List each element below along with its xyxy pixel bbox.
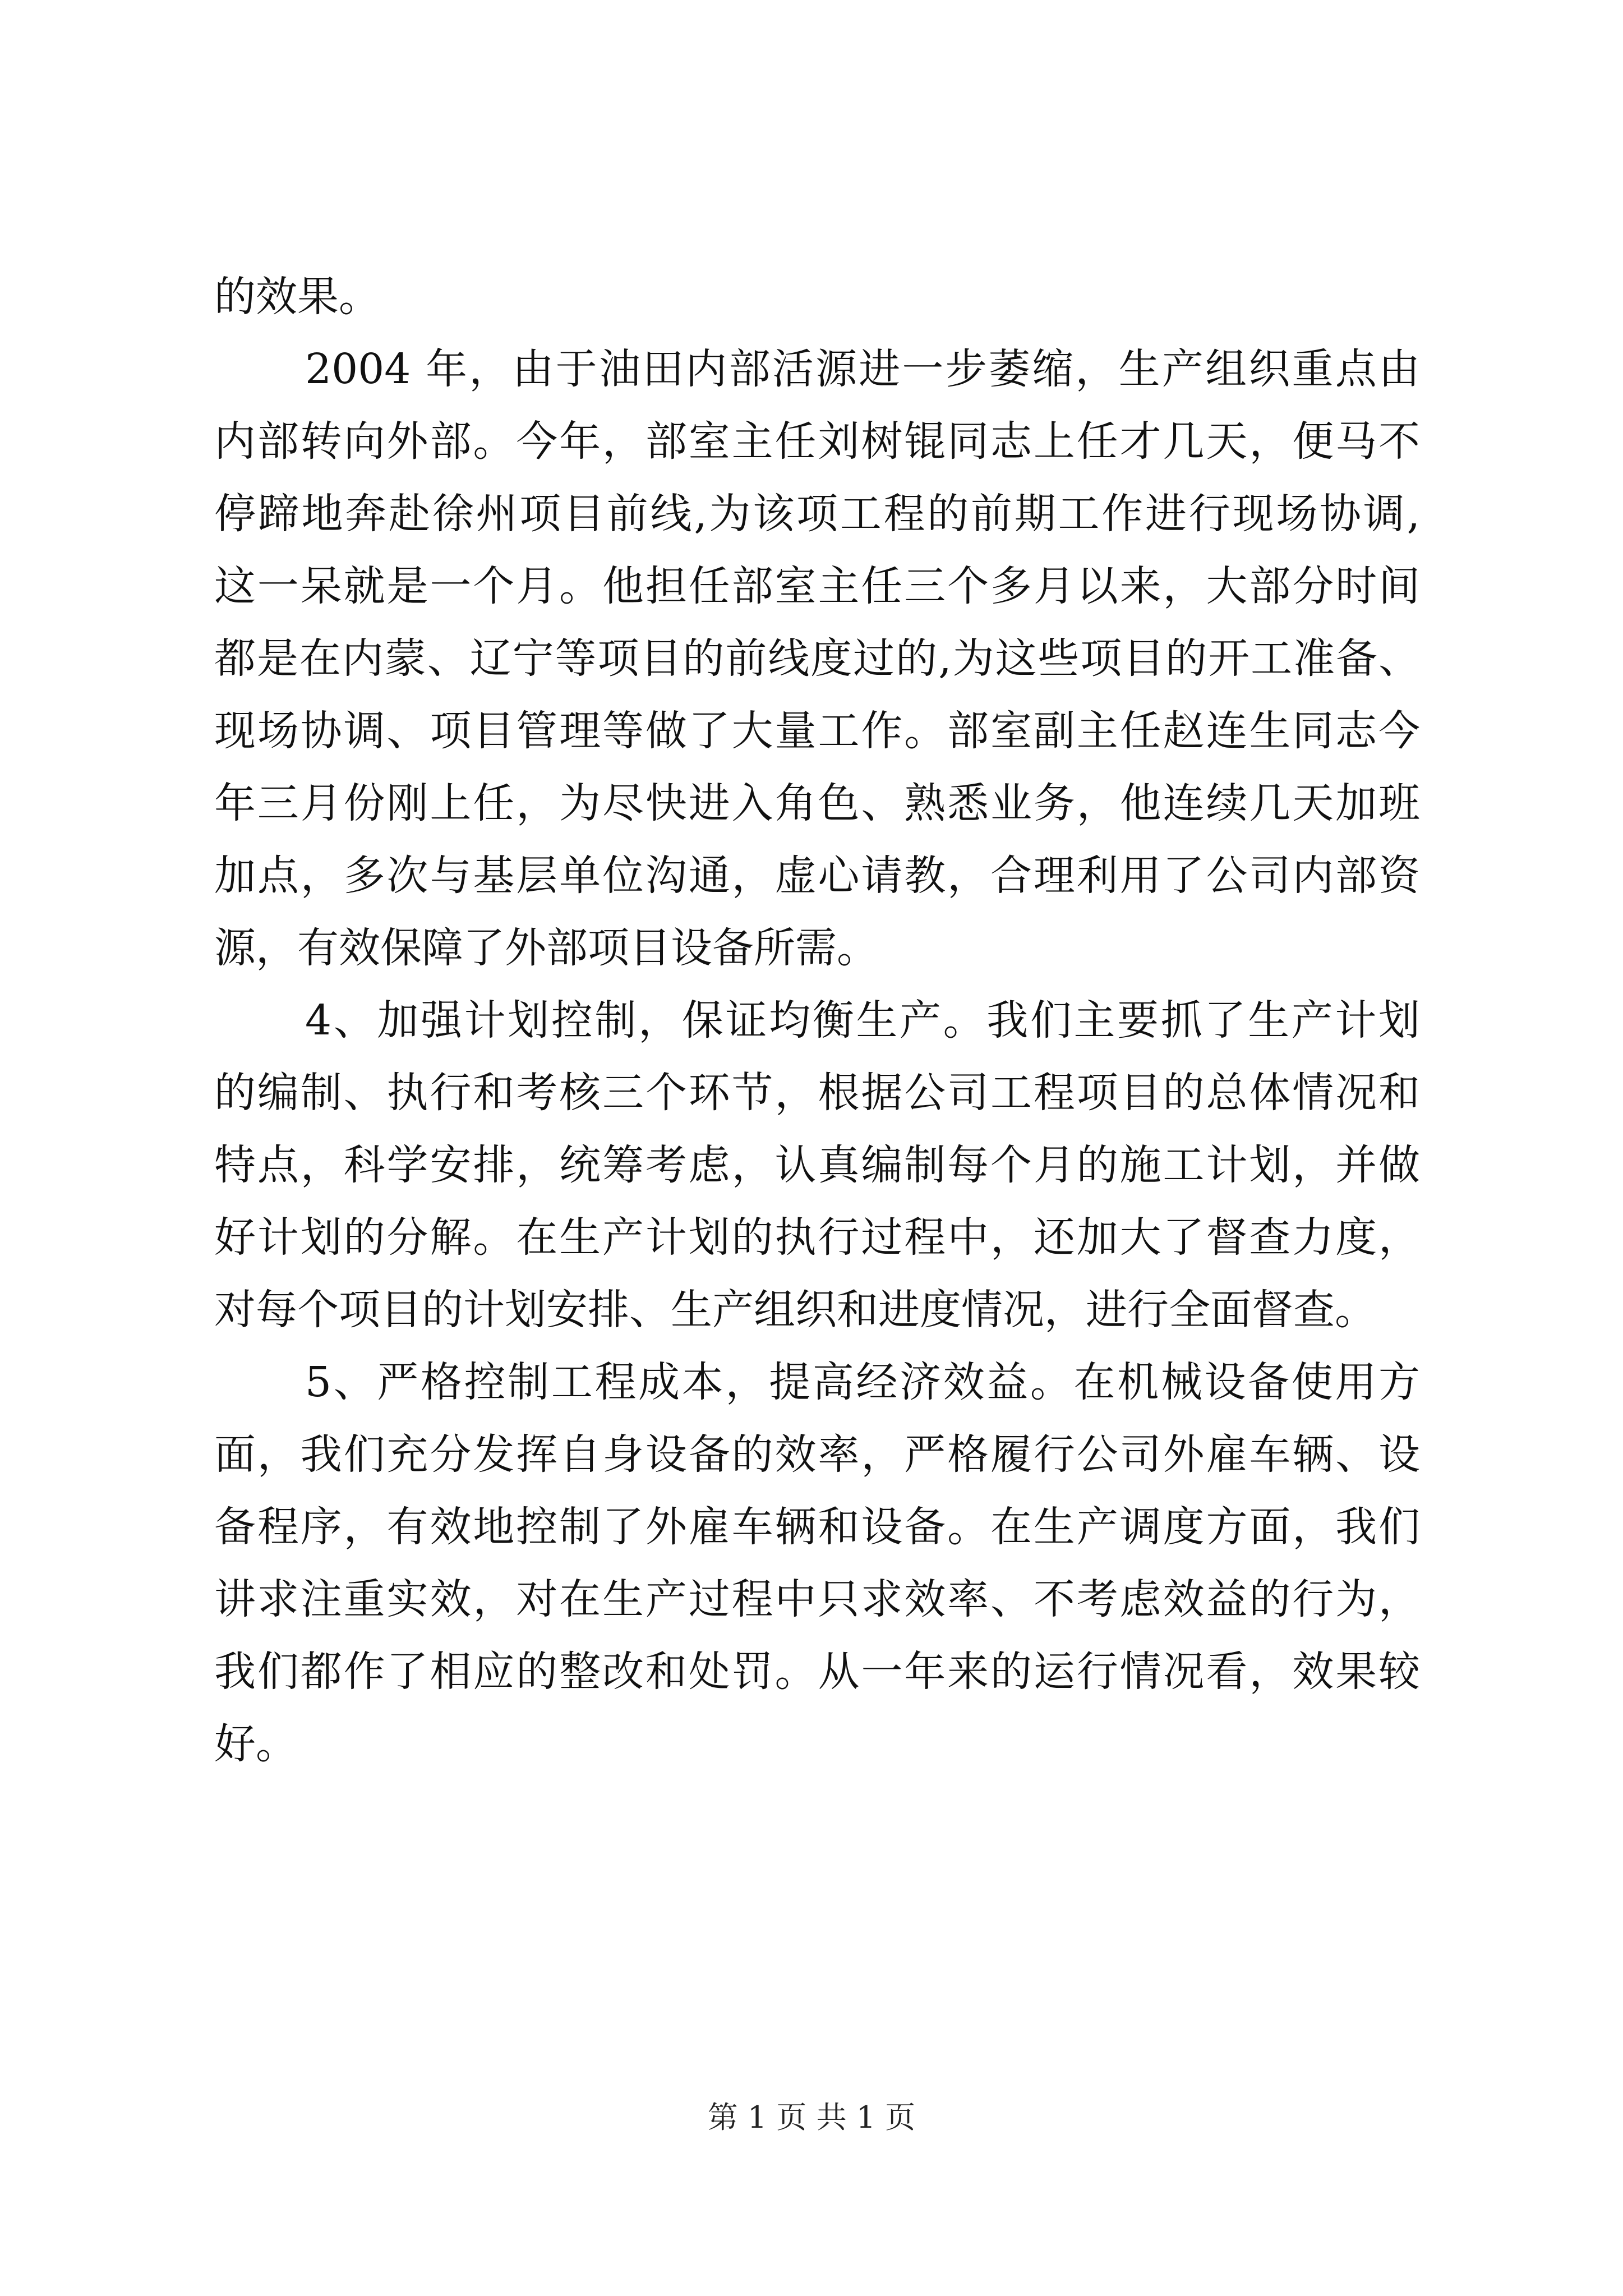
text-line: 讲求注重实效，对在生产过程中只求效率、不考虑效益的行为， <box>214 1575 1420 1623</box>
paragraph-first-line: 2004 年，由于油田内部活源进一步萎缩，生产组织重点由 <box>305 345 1420 393</box>
paragraph-first-line: 5、严格控制工程成本，提高经济效益。在机械设备使用方 <box>305 1358 1420 1406</box>
text-line: 的编制、执行和考核三个环节，根据公司工程项目的总体情况和 <box>214 1069 1420 1117</box>
text-line: 特点，科学安排，统筹考虑，认真编制每个月的施工计划，并做 <box>214 1141 1420 1189</box>
text-line: 面，我们充分发挥自身设备的效率，严格履行公司外雇车辆、设 <box>214 1430 1420 1479</box>
text-line: 的效果。 <box>214 273 380 321</box>
text-line: 我们都作了相应的整改和处罚。从一年来的运行情况看，效果较 <box>214 1648 1420 1696</box>
page-footer <box>0 2098 1623 2137</box>
text-line: 现场协调、项目管理等做了大量工作。部室副主任赵连生同志今 <box>214 707 1420 755</box>
text-line: 源，有效保障了外部项目设备所需。 <box>214 924 878 972</box>
text-line: 停蹄地奔赴徐州项目前线,为该项工程的前期工作进行现场协调, <box>214 490 1420 538</box>
text-line: 对每个项目的计划安排、生产组织和进度情况，进行全面督查。 <box>214 1286 1376 1334</box>
text-line: 好计划的分解。在生产计划的执行过程中，还加大了督查力度， <box>214 1213 1420 1262</box>
text-line: 加点，多次与基层单位沟通，虚心请教，合理利用了公司内部资 <box>214 852 1420 900</box>
text-line: 备程序，有效地控制了外雇车辆和设备。在生产调度方面，我们 <box>214 1503 1420 1551</box>
text-line: 好。 <box>214 1720 297 1768</box>
document-body <box>214 261 1420 1780</box>
paragraph-first-line: 4、加强计划控制，保证均衡生产。我们主要抓了生产计划 <box>305 996 1420 1045</box>
text-line: 年三月份刚上任，为尽快进入角色、熟悉业务，他连续几天加班 <box>214 779 1420 827</box>
text-line: 这一呆就是一个月。他担任部室主任三个多月以来，大部分时间 <box>214 562 1420 610</box>
page-number: 第 1 页 共 1 页 <box>707 2100 916 2135</box>
text-line: 都是在内蒙、辽宁等项目的前线度过的,为这些项目的开工准备、 <box>214 634 1420 683</box>
text-line: 内部转向外部。今年，部室主任刘树锟同志上任才几天，便马不 <box>214 417 1420 466</box>
